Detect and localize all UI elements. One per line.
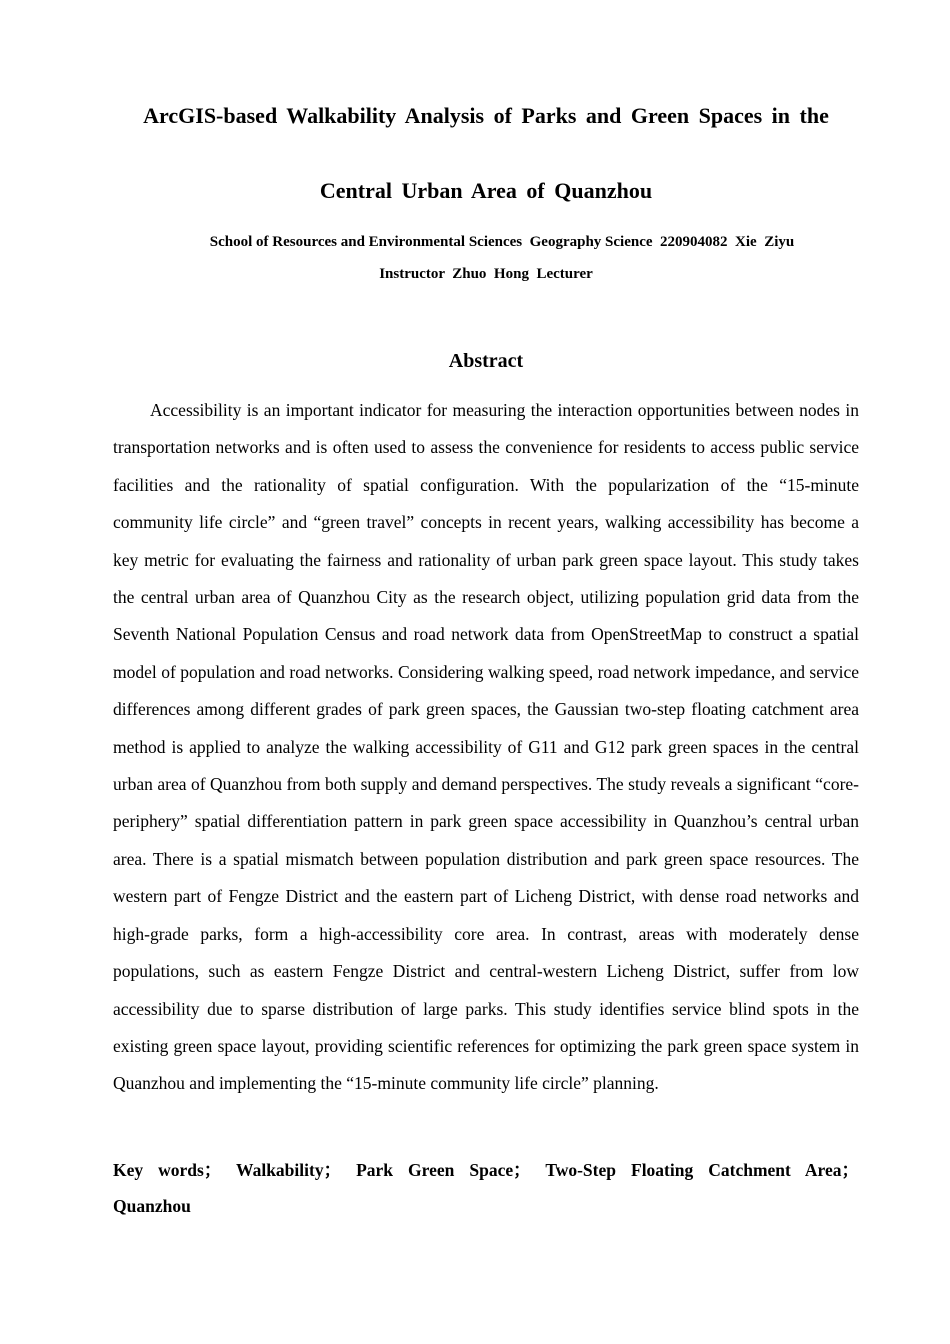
keyword-item: Quanzhou (113, 1196, 191, 1216)
paper-title-line-1: ArcGIS-based Walkability Analysis of Parks and Green Spaces in the (143, 103, 829, 128)
abstract-body: Accessibility is an important indicator for measuring the interaction opportunities between nodes in transportation networks and is often used to assess the convenience for residents to access public service facilities and the rationality of spatial configuration. With the popularization of the “15-minute community life circle” and “green travel” concepts in recent years, walking accessibility has become a key metric for evaluating the fairness and rationality of urban park green space layout. This study takes the central urban area of Quanzhou City as the research object, utilizing population grid data from the Seventh National Population Census and road network data from OpenStreetMap to construct a spatial model of population and road networks. Considering walking speed, road network impedance, and service differences among different grades of park green spaces, the Gaussian two-step floating catchment area method is applied to analyze the walking accessibility of G11 and G12 park green spaces in the central urban area of Quanzhou from both supply and demand perspectives. The study reveals a significant “core-periphery” spatial differentiation pattern in park green space accessibility in Quanzhou’s central urban area. There is a spatial mismatch between population distribution and park green space resources. The western part of Fengze District and the eastern part of Licheng District, with dense road networks and high-grade parks, form a high-accessibility core area. In contrast, areas with moderately dense populations, such as eastern Fengze District and central-western Licheng District, suffer from low accessibility due to sparse distribution of large parks. This study identifies service blind spots in the existing green space layout, providing scientific references for optimizing the park green space system in Quanzhou and implementing the “15-minute community life circle” planning. (113, 400, 859, 1094)
author-affiliation: School of Resources and Environmental Sciences Geography Science 220904082 Xie Ziyu (209, 234, 795, 250)
paper-title-line-2: Central Urban Area of Quanzhou (319, 178, 653, 203)
keywords-label: Key words (113, 1160, 204, 1180)
instructor-line: Instructor Zhuo Hong Lecturer (379, 266, 593, 282)
keywords-line (113, 1152, 859, 1224)
keywords-separator: ； (841, 1160, 860, 1180)
keyword-item: Two-Step Floating Catchment Area (545, 1160, 842, 1180)
keyword-item: Park Green Space (356, 1160, 514, 1180)
keyword-item: Walkability (236, 1160, 324, 1180)
abstract-heading: Abstract (448, 350, 524, 372)
keywords-separator: ； (513, 1160, 531, 1180)
keywords-separator: ； (323, 1160, 342, 1180)
keywords-separator: ； (203, 1160, 222, 1180)
